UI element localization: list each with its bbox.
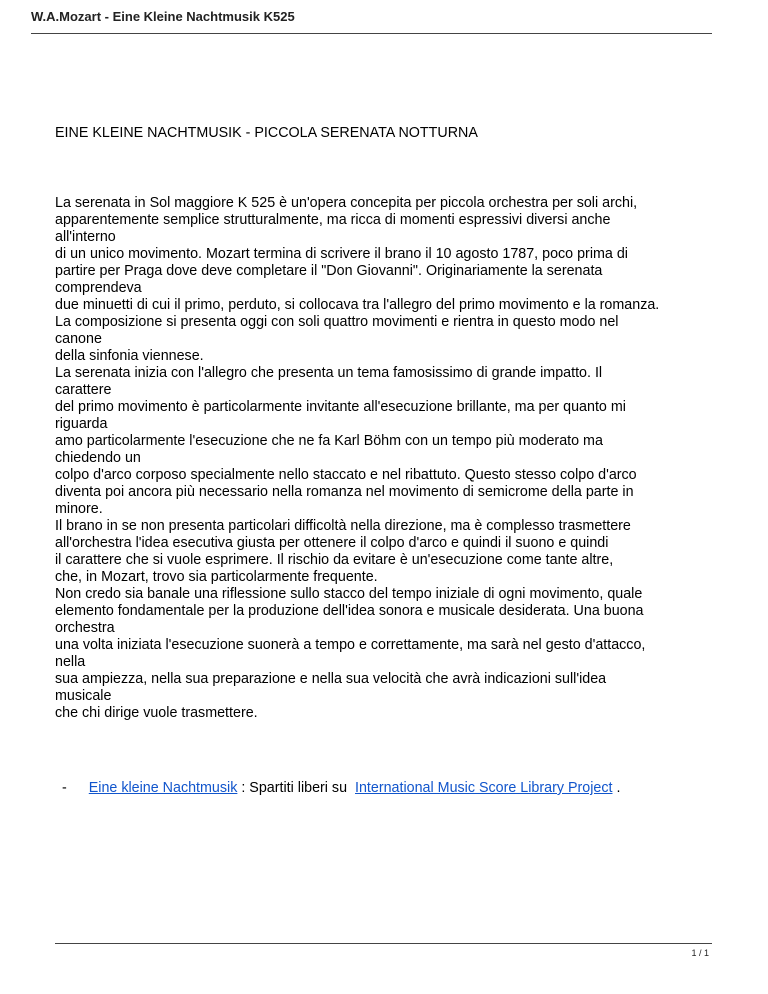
body-line: che chi dirige vuole trasmettere. bbox=[55, 705, 258, 721]
body-line: diventa poi ancora più necessario nella romanza nel movimento di semicrome della parte in bbox=[55, 484, 634, 500]
document-heading: EINE KLEINE NACHTMUSIK - PICCOLA SERENATA NOTTURNA bbox=[55, 125, 478, 141]
body-line: La serenata inizia con l'allegro che presenta un tema famosissimo di grande impatto. Il bbox=[55, 365, 603, 381]
body-line: La composizione si presenta oggi con soli quattro movimenti e rientra in questo modo nel bbox=[55, 314, 619, 330]
resource-end: . bbox=[616, 780, 621, 796]
body-line: del primo movimento è particolarmente invitante all'esecuzione brillante, ma per quanto mi bbox=[55, 399, 626, 415]
body-line: il carattere che si vuole esprimere. Il rischio da evitare è un'esecuzione come tante altre, bbox=[55, 552, 614, 568]
body-line: riguarda bbox=[55, 416, 108, 432]
body-line: partire per Praga dove deve completare il "Don Giovanni". Originariamente la serenata bbox=[55, 263, 603, 279]
footer-divider bbox=[55, 943, 712, 944]
imslp-link[interactable]: International Music Score Library Project bbox=[355, 780, 613, 796]
body-line: elemento fondamentale per la produzione dell'idea sonora e musicale desiderata. Una buona bbox=[55, 603, 644, 619]
body-line: carattere bbox=[55, 382, 112, 398]
body-line: orchestra bbox=[55, 620, 115, 636]
body-line: all'interno bbox=[55, 229, 116, 245]
body-line: due minuetti di cui il primo, perduto, si collocava tra l'allegro del primo movimento e la romanza. bbox=[55, 297, 660, 313]
body-line: Non credo sia banale una riflessione sullo stacco del tempo iniziale di ogni movimento, quale bbox=[55, 586, 643, 602]
body-line: una volta iniziata l'esecuzione suonerà a tempo e correttamente, ma sarà nel gesto d'attacco, bbox=[55, 637, 646, 653]
body-line: della sinfonia viennese. bbox=[55, 348, 204, 364]
body-line: Il brano in se non presenta particolari difficoltà nella direzione, ma è complesso trasmettere bbox=[55, 518, 631, 534]
body-line: che, in Mozart, trovo sia particolarmente frequente. bbox=[55, 569, 378, 585]
body-line: minore. bbox=[55, 501, 103, 517]
body-line: chiedendo un bbox=[55, 450, 141, 466]
document-header-title: W.A.Mozart - Eine Kleine Nachtmusik K525 bbox=[31, 9, 295, 24]
body-line: amo particolarmente l'esecuzione che ne fa Karl Böhm con un tempo più moderato ma bbox=[55, 433, 603, 449]
body-line: nella bbox=[55, 654, 86, 670]
body-paragraph bbox=[55, 195, 720, 722]
body-line: colpo d'arco corposo specialmente nello staccato e nel ribattuto. Questo stesso colpo d'arco bbox=[55, 467, 637, 483]
body-line: all'orchestra l'idea esecutiva giusta per ottenere il colpo d'arco e quindi il suono e quindi bbox=[55, 535, 609, 551]
spacer bbox=[347, 780, 355, 796]
header-divider bbox=[31, 33, 712, 34]
body-line: sua ampiezza, nella sua preparazione e nella sua velocità che avrà indicazioni sull'idea bbox=[55, 671, 607, 687]
body-line: musicale bbox=[55, 688, 112, 704]
body-line: comprendeva bbox=[55, 280, 142, 296]
body-line: apparentemente semplice strutturalmente, ma ricca di momenti espressivi diversi anche bbox=[55, 212, 611, 228]
body-line: La serenata in Sol maggiore K 525 è un'opera concepita per piccola orchestra per soli archi, bbox=[55, 195, 638, 211]
body-line: di un unico movimento. Mozart termina di scrivere il brano il 10 agosto 1787, poco prima di bbox=[55, 246, 628, 262]
list-dash: - bbox=[62, 780, 67, 796]
resource-line bbox=[62, 780, 620, 796]
body-line: canone bbox=[55, 331, 102, 347]
page-number: 1 / 1 bbox=[691, 948, 709, 958]
resource-middle-label: : Spartiti liberi su bbox=[241, 780, 348, 796]
eine-kleine-nachtmusik-link[interactable]: Eine kleine Nachtmusik bbox=[88, 780, 238, 796]
